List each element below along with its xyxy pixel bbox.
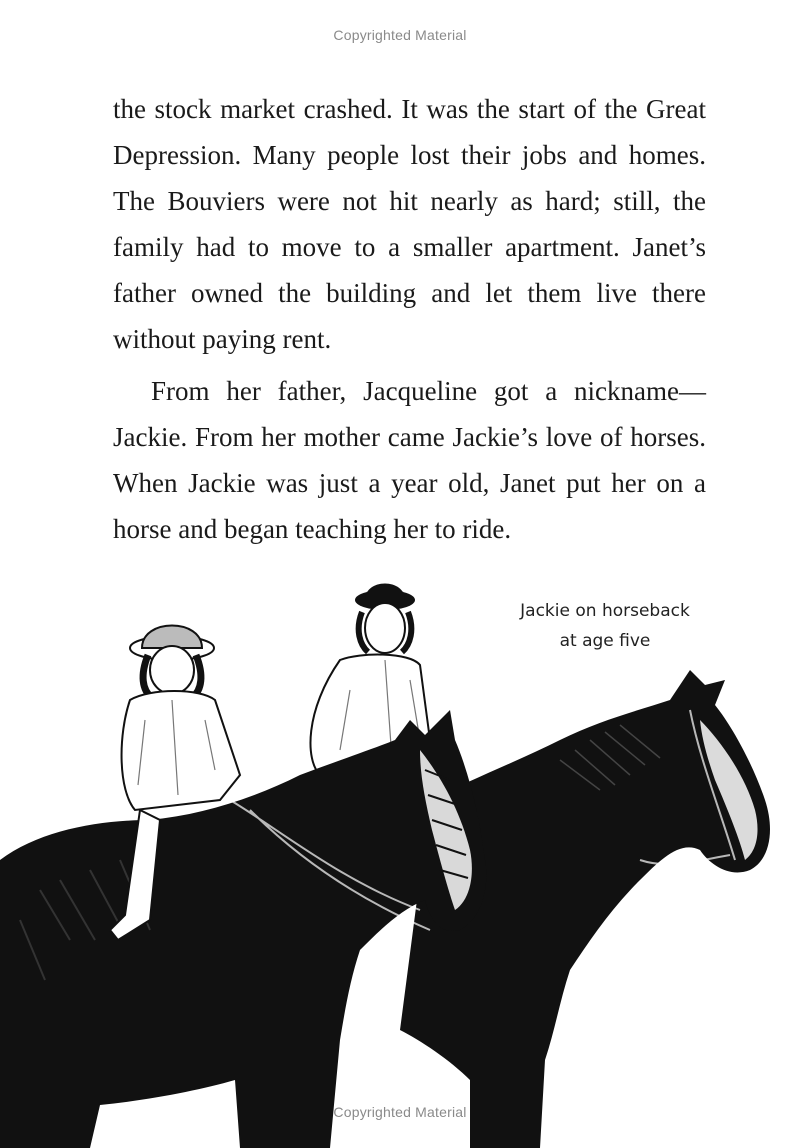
child-hat-crown bbox=[142, 626, 202, 649]
copyright-watermark-bottom: Copyrighted Material bbox=[333, 1104, 467, 1120]
woman-hat-crown bbox=[365, 584, 405, 601]
caption-line-1: Jackie on horseback bbox=[520, 601, 690, 621]
woman-face bbox=[365, 603, 405, 653]
illustration-caption bbox=[500, 596, 710, 656]
caption-line-2: at age five bbox=[559, 631, 651, 651]
page-body bbox=[113, 86, 706, 552]
paragraph-2: From her father, Jacqueline got a nickname—Jackie. From her mother came Jackie’s love of horses. When Jackie was just a year old, Janet put her on a horse and began teaching her to ride. bbox=[113, 376, 706, 544]
paragraph-1: the stock market crashed. It was the start of the Great Depression. Many people lost their jobs and homes. The Bouviers were not hit nearly as hard; still, the family had to move to a smaller apartment. Janet’s father owned the building and let them live there without paying rent. bbox=[113, 94, 706, 354]
child-face bbox=[150, 646, 194, 694]
copyright-watermark-top: Copyrighted Material bbox=[333, 27, 467, 43]
child-coat bbox=[122, 691, 240, 810]
